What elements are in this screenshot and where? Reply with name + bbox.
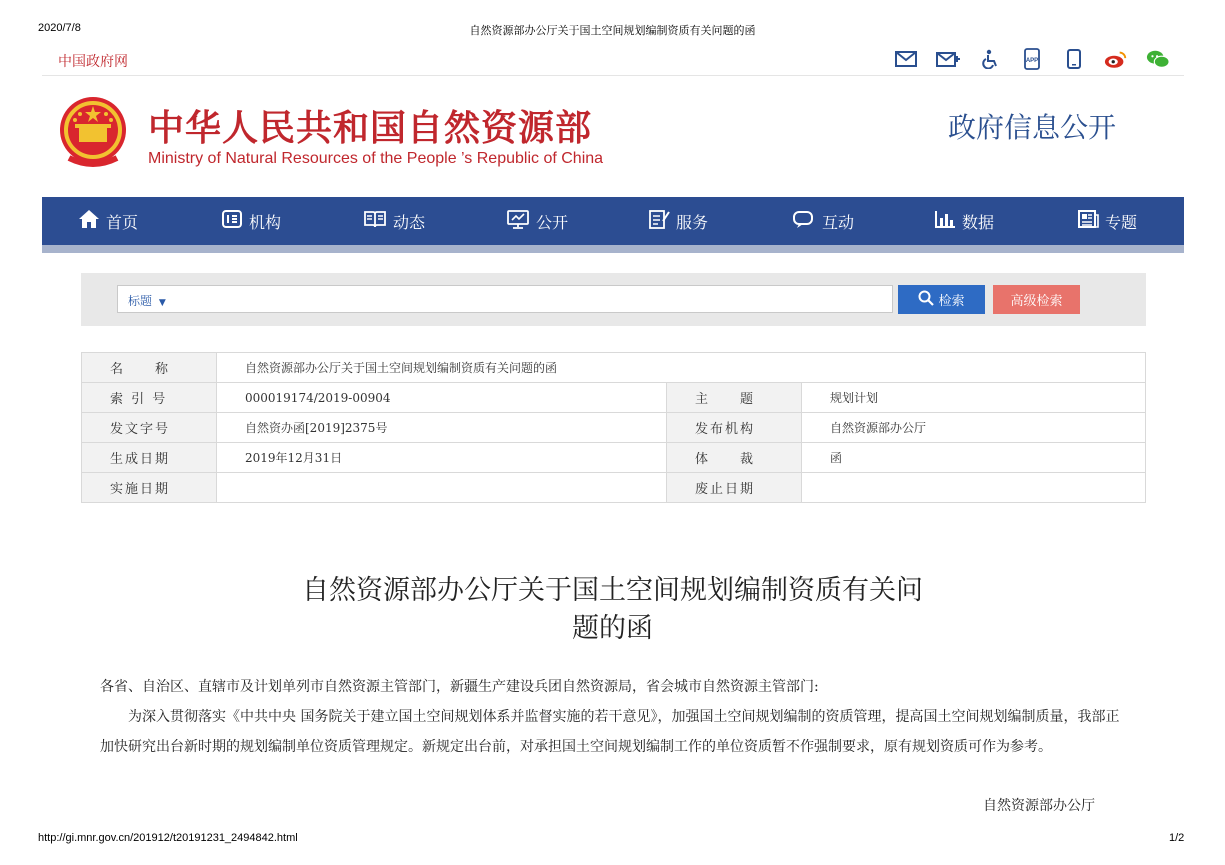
wechat-icon[interactable] <box>1146 48 1170 70</box>
nav-label: 首页 <box>106 212 139 232</box>
meta-value-topic: 规划计划 <box>802 383 1146 413</box>
meta-label: 发布机构 <box>667 413 802 443</box>
meta-label: 名 称 <box>82 353 217 383</box>
gov-cn-link[interactable]: 中国政府网 <box>58 54 128 70</box>
mail-plus-icon[interactable] <box>936 48 960 70</box>
table-row <box>82 413 1146 443</box>
nav-label: 机构 <box>249 212 282 232</box>
nav-item-interact[interactable] <box>792 197 854 245</box>
newspaper-icon <box>1077 209 1099 233</box>
nav-label: 服务 <box>676 212 709 232</box>
search-button-label: 检索 <box>938 294 965 309</box>
section-title: 政府信息公开 <box>948 111 1117 144</box>
top-bar <box>42 42 1184 76</box>
edit-doc-icon <box>648 209 670 233</box>
search-field-label: 标题 <box>128 294 153 308</box>
table-row <box>82 473 1146 503</box>
svg-text:APP: APP <box>1025 58 1039 64</box>
meta-value-abolish <box>802 473 1146 503</box>
meta-label: 废止日期 <box>667 473 802 503</box>
monitor-icon <box>506 209 530 233</box>
body-paragraph: 为深入贯彻落实《中共中央 国务院关于建立国土空间规划体系并监督实施的若干意见》，加强国土空间规划编制的资质管理，提高国土空间规划编制质量，我部正加快研究出台新时期的规划编制单位资质管理规定。新规定出台前，对承担国土空间规划编制工作的单位资质暂不作强制要求，原有规划资质可作为参考。 <box>100 709 1120 755</box>
nav-item-open[interactable] <box>506 197 568 245</box>
meta-value-date: 2019年12月31日 <box>217 443 667 473</box>
mobile-icon[interactable] <box>1062 48 1086 70</box>
search-icon <box>918 290 934 310</box>
print-page-number: 1/2 <box>1169 832 1185 844</box>
accessibility-icon[interactable] <box>978 48 1002 70</box>
meta-value-issuer: 自然资源部办公厅 <box>802 413 1146 443</box>
top-icon-bar <box>894 48 1170 70</box>
chat-icon <box>792 209 816 233</box>
nav-item-data[interactable] <box>934 197 994 245</box>
print-url: http://gi.mnr.gov.cn/201912/t20191231_2494842.html <box>38 832 298 844</box>
document-title-line: 自然资源部办公厅关于国土空间规划编制资质有关问 <box>302 575 923 606</box>
meta-label: 发文字号 <box>82 413 217 443</box>
nav-item-home[interactable] <box>78 197 138 245</box>
salutation: 各省、自治区、直辖市及计划单列市自然资源主管部门，新疆生产建设兵团自然资源局，省会城市自然资源主管部门: <box>100 679 819 695</box>
weibo-icon[interactable] <box>1104 48 1128 70</box>
main-nav <box>42 197 1184 253</box>
meta-value-docno: 自然资办函[2019]2375号 <box>217 413 667 443</box>
nav-item-news[interactable] <box>363 197 425 245</box>
meta-value-impl <box>217 473 667 503</box>
nav-label: 数据 <box>962 212 995 232</box>
print-date: 2020/7/8 <box>38 22 81 34</box>
ministry-title-cn: 中华人民共和国自然资源部 <box>148 108 593 149</box>
nav-label: 动态 <box>393 212 426 232</box>
nav-label: 专题 <box>1105 212 1138 232</box>
search-input[interactable] <box>117 285 893 313</box>
meta-label: 实施日期 <box>82 473 217 503</box>
home-icon <box>78 209 100 233</box>
document-title-line: 题的函 <box>572 613 653 644</box>
search-panel <box>81 273 1146 326</box>
nav-item-service[interactable] <box>648 197 708 245</box>
ministry-title-en: Ministry of Natural Resources of the People ’s Republic of China <box>148 150 604 167</box>
national-emblem <box>55 92 131 176</box>
print-title: 自然资源部办公厅关于国土空间规划编制资质有关问题的函 <box>469 25 756 37</box>
search-field-select[interactable] <box>128 292 166 309</box>
advanced-search-button[interactable]: 高级检索 <box>993 285 1080 314</box>
meta-label: 主 题 <box>667 383 802 413</box>
table-row <box>82 353 1146 383</box>
mail-icon[interactable] <box>894 48 918 70</box>
meta-label: 体 裁 <box>667 443 802 473</box>
meta-label: 生成日期 <box>82 443 217 473</box>
meta-value-genre: 函 <box>802 443 1146 473</box>
document-title <box>150 572 1075 648</box>
table-row <box>82 443 1146 473</box>
search-button[interactable] <box>898 285 985 314</box>
nav-item-org[interactable] <box>221 197 281 245</box>
nav-label: 公开 <box>536 212 569 232</box>
caret-down-icon: ▼ <box>158 298 166 308</box>
meta-label: 索 引 号 <box>82 383 217 413</box>
table-row <box>82 383 1146 413</box>
document-body <box>100 672 1130 762</box>
bar-chart-icon <box>934 209 956 233</box>
nav-item-topics[interactable] <box>1077 197 1137 245</box>
document-meta-table <box>81 352 1146 503</box>
nav-label: 互动 <box>822 212 855 232</box>
meta-value-index: 000019174/2019-00904 <box>217 383 667 413</box>
org-icon <box>221 209 243 233</box>
signature: 自然资源部办公厅 <box>983 798 1095 814</box>
book-icon <box>363 209 387 233</box>
app-icon[interactable] <box>1020 48 1044 70</box>
meta-value-name: 自然资源部办公厅关于国土空间规划编制资质有关问题的函 <box>217 353 1146 383</box>
